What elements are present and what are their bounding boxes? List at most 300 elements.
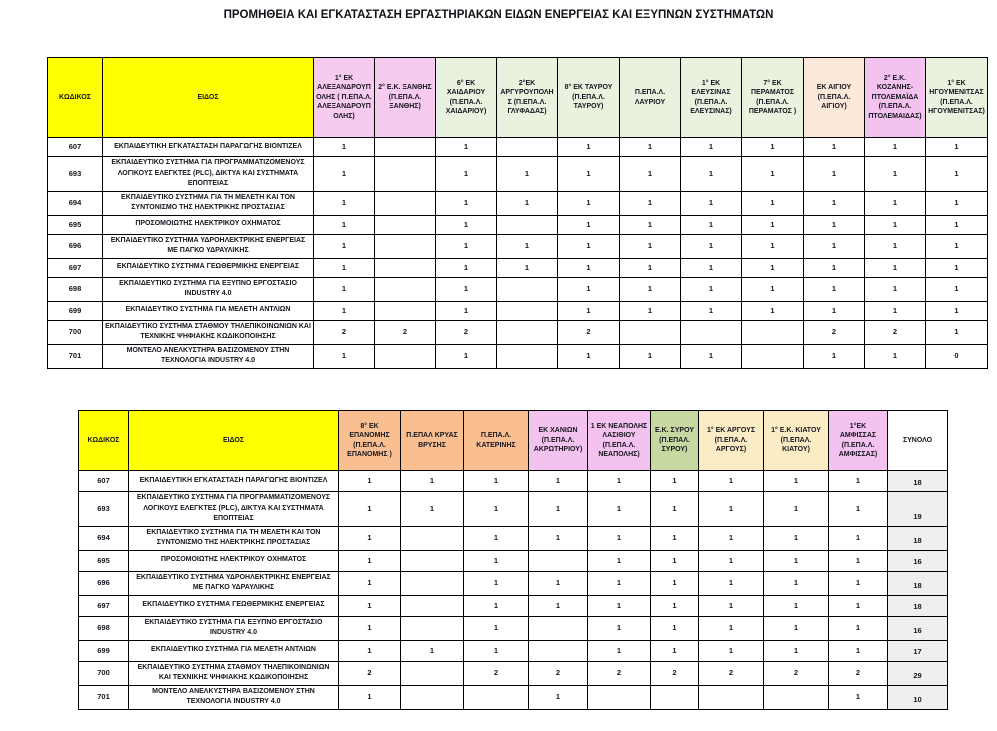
quantity-cell: 1 (699, 616, 764, 640)
quantity-cell (375, 234, 436, 258)
quantity-cell: 1 (764, 492, 829, 527)
quantity-cell: 0 (926, 344, 988, 368)
quantity-cell (764, 685, 829, 709)
quantity-cell: 1 (620, 191, 681, 215)
quantity-cell: 1 (620, 258, 681, 277)
header-row (48, 58, 988, 138)
item-row (48, 344, 988, 368)
quantity-cell: 1 (529, 685, 588, 709)
item-code-cell: 693 (79, 492, 129, 527)
quantity-cell: 1 (926, 277, 988, 301)
quantity-cell: 1 (588, 526, 651, 550)
item-code-cell: 694 (79, 526, 129, 550)
quantity-cell: 1 (529, 471, 588, 492)
header-row (79, 411, 948, 471)
item-name-cell: ΕΚΠΑΙΔΕΥΤΙΚΟ ΣΥΣΤΗΜΑ ΓΙΑ ΠΡΟΓΡΑΜΜΑΤΙΖΟΜΕΝΟΥΣ ΛΟΓΙΚΟΥΣ ΕΛΕΓΚΤΕΣ (PLC), ΔΙΚΤΥΑ ΚΑΙ ΣΥΣΤΗΜΑΤΑ ΕΠΟΠΤΕΙΑΣ (129, 492, 339, 527)
quantity-cell: 1 (804, 215, 865, 234)
item-name-cell: ΕΚΠΑΙΔΕΥΤΙΚΟ ΣΥΣΤΗΜΑ ΓΕΩΘΕΡΜΙΚΗΣ ΕΝΕΡΓΕΙΑΣ (129, 595, 339, 616)
quantity-cell: 1 (464, 550, 529, 571)
item-name-cell: ΕΚΠΑΙΔΕΥΤΙΚΗ ΕΓΚΑΤΑΣΤΑΣΗ ΠΑΡΑΓΩΓΗΣ ΒΙΟΝΤΙΖΕΛ (103, 138, 314, 157)
quantity-cell: 1 (464, 616, 529, 640)
quantity-cell: 1 (401, 492, 464, 527)
school-header-cell: 1° ΕΚ ΗΓΟΥΜΕΝΙΤΣΑΣ (Π.ΕΠΑ.Λ. ΗΓΟΥΜΕΝΙΤΣΑΣ) (926, 58, 988, 138)
row-total-cell: 18 (888, 526, 948, 550)
school-header-cell: Π.ΕΠΑΛ ΚΡΥΑΣ ΒΡΥΣΗΣ (401, 411, 464, 471)
item-code-cell: 700 (48, 320, 103, 344)
item-code-cell: 607 (79, 471, 129, 492)
quantity-cell: 1 (742, 138, 804, 157)
quantity-cell (742, 320, 804, 344)
quantity-cell: 1 (742, 301, 804, 320)
quantity-cell: 1 (865, 258, 926, 277)
quantity-cell: 1 (339, 571, 401, 595)
quantity-cell: 1 (926, 191, 988, 215)
quantity-cell (375, 344, 436, 368)
quantity-cell: 1 (829, 471, 888, 492)
row-total-cell: 16 (888, 616, 948, 640)
quantity-cell: 1 (314, 215, 375, 234)
quantity-cell: 2 (804, 320, 865, 344)
quantity-cell: 1 (742, 234, 804, 258)
school-header-cell: 1° ΕΚ ΕΛΕΥΣΙΝΑΣ (Π.ΕΠΑ.Λ. ΕΛΕΥΣΙΝΑΣ) (681, 58, 742, 138)
quantity-cell: 1 (558, 234, 620, 258)
school-header-cell: 2° Ε.Κ. ΚΟΖΑΝΗΣ-ΠΤΟΛΕΜΑΪΔΑ (Π.ΕΠΑ.Λ. ΠΤΟΛΕΜΑΙΔΑΣ) (865, 58, 926, 138)
quantity-cell (497, 138, 558, 157)
quantity-cell (588, 685, 651, 709)
item-name-cell: ΜΟΝΤΕΛΟ ΑΝΕΛΚΥΣΤΗΡΑ ΒΑΣΙΖΟΜΕΝΟΥ ΣΤΗΝ ΤΕΧΝΟΛΟΓΙΑ INDUSTRY 4.0 (103, 344, 314, 368)
school-header-cell: 8° ΕΚ ΕΠΑΝΟΜΗΣ (Π.ΕΠΑ.Λ. ΕΠΑΝΟΜΗΣ ) (339, 411, 401, 471)
item-name-cell: ΕΚΠΑΙΔΕΥΤΙΚΟ ΣΥΣΤΗΜΑ ΓΙΑ ΜΕΛΕΤΗ ΑΝΤΛΙΩΝ (129, 640, 339, 661)
quantity-cell: 1 (865, 191, 926, 215)
quantity-cell: 1 (764, 616, 829, 640)
quantity-cell: 1 (681, 234, 742, 258)
quantity-cell: 1 (529, 571, 588, 595)
item-row (79, 471, 948, 492)
quantity-cell: 1 (865, 157, 926, 192)
quantity-cell: 1 (529, 526, 588, 550)
item-name-cell: ΠΡΟΣΟΜΟΙΩΤΗΣ ΗΛΕΚΤΡΙΚΟΥ ΟΧΗΜΑΤΟΣ (129, 550, 339, 571)
item-name-cell: ΕΚΠΑΙΔΕΥΤΙΚΟ ΣΥΣΤΗΜΑ ΓΙΑ ΕΞΥΠΝΟ ΕΡΓΟΣΤΑΣΙΟ INDUSTRY 4.0 (103, 277, 314, 301)
item-code-cell: 701 (48, 344, 103, 368)
item-name-cell: ΕΚΠΑΙΔΕΥΤΙΚΟ ΣΥΣΤΗΜΑ ΓΙΑ ΤΗ ΜΕΛΕΤΗ ΚΑΙ ΤΟΝ ΣΥΝΤΟΝΙΣΜΟ ΤΗΣ ΗΛΕΚΤΡΙΚΗΣ ΠΡΟΣΤΑΣΙΑΣ (103, 191, 314, 215)
quantity-cell (742, 344, 804, 368)
quantity-cell (401, 595, 464, 616)
quantity-cell (375, 138, 436, 157)
quantity-cell: 1 (699, 550, 764, 571)
quantity-cell (529, 616, 588, 640)
quantity-cell: 1 (829, 526, 888, 550)
quantity-cell (401, 550, 464, 571)
item-code-cell: 695 (48, 215, 103, 234)
quantity-cell: 1 (681, 138, 742, 157)
quantity-cell (375, 258, 436, 277)
quantity-cell: 1 (829, 685, 888, 709)
quantity-cell: 1 (464, 595, 529, 616)
quantity-cell: 1 (764, 550, 829, 571)
item-name-cell: ΕΚΠΑΙΔΕΥΤΙΚΟ ΣΥΣΤΗΜΑ ΓΙΑ ΕΞΥΠΝΟ ΕΡΓΟΣΤΑΣΙΟ INDUSTRY 4.0 (129, 616, 339, 640)
item-row (79, 571, 948, 595)
quantity-cell: 2 (651, 661, 699, 685)
quantity-cell: 1 (436, 277, 497, 301)
item-code-cell: 700 (79, 661, 129, 685)
item-name-cell: ΕΚΠΑΙΔΕΥΤΙΚΟ ΣΥΣΤΗΜΑ ΣΤΑΘΜΟΥ ΤΗΛΕΠΙΚΟΙΝΩΝΙΩΝ ΚΑΙ ΤΕΧΝΙΚΗΣ ΨΗΦΙΑΚΗΣ ΚΩΔΙΚΟΠΟΙΗΣΗΣ (129, 661, 339, 685)
quantity-cell: 1 (865, 344, 926, 368)
quantity-cell (497, 320, 558, 344)
quantity-cell: 2 (314, 320, 375, 344)
quantity-cell: 1 (464, 471, 529, 492)
quantity-cell: 1 (339, 471, 401, 492)
quantity-cell (401, 685, 464, 709)
row-total-cell: 18 (888, 571, 948, 595)
quantity-cell: 1 (588, 595, 651, 616)
quantity-cell: 1 (865, 301, 926, 320)
school-header-cell: 2° Ε.Κ. ΞΑΝΘΗΣ (Π.ΕΠΑ.Λ. ΞΑΝΘΗΣ) (375, 58, 436, 138)
quantity-cell: 1 (529, 492, 588, 527)
quantity-cell: 1 (339, 595, 401, 616)
row-total-cell: 29 (888, 661, 948, 685)
quantity-cell: 1 (651, 526, 699, 550)
quantity-cell: 1 (742, 277, 804, 301)
item-header-cell: ΕΙΔΟΣ (103, 58, 314, 138)
quantity-cell: 1 (620, 215, 681, 234)
quantity-cell: 1 (764, 471, 829, 492)
quantity-cell: 1 (314, 301, 375, 320)
quantity-cell: 1 (804, 234, 865, 258)
quantity-cell: 1 (926, 157, 988, 192)
quantity-cell (699, 685, 764, 709)
quantity-cell: 1 (829, 571, 888, 595)
quantity-cell: 1 (681, 344, 742, 368)
quantity-cell: 1 (620, 234, 681, 258)
quantity-cell: 1 (558, 191, 620, 215)
item-code-cell: 696 (48, 234, 103, 258)
quantity-cell: 1 (651, 595, 699, 616)
quantity-cell (401, 526, 464, 550)
row-total-cell: 18 (888, 471, 948, 492)
quantity-cell: 1 (620, 157, 681, 192)
item-row (48, 258, 988, 277)
quantity-cell: 1 (558, 157, 620, 192)
quantity-cell: 1 (865, 277, 926, 301)
quantity-cell: 1 (620, 344, 681, 368)
quantity-cell: 1 (681, 157, 742, 192)
quantity-cell: 1 (829, 492, 888, 527)
quantity-cell (497, 301, 558, 320)
item-code-cell: 701 (79, 685, 129, 709)
quantity-cell: 1 (829, 616, 888, 640)
quantity-cell: 1 (804, 344, 865, 368)
quantity-cell (464, 685, 529, 709)
quantity-cell: 1 (558, 215, 620, 234)
item-row (79, 595, 948, 616)
quantity-cell: 1 (926, 138, 988, 157)
quantity-cell: 1 (620, 138, 681, 157)
item-header-cell: ΕΙΔΟΣ (129, 411, 339, 471)
quantity-cell: 1 (314, 191, 375, 215)
quantity-cell: 1 (620, 277, 681, 301)
quantity-cell: 2 (829, 661, 888, 685)
quantity-cell (401, 616, 464, 640)
quantity-cell: 1 (764, 595, 829, 616)
quantity-cell: 1 (829, 640, 888, 661)
page-title: ΠΡΟΜΗΘΕΙΑ ΚΑΙ ΕΓΚΑΤΑΣΤΑΣΗ ΕΡΓΑΣΤΗΡΙΑΚΩΝ ΕΙΔΩΝ ΕΝΕΡΓΕΙΑΣ ΚΑΙ ΕΞΥΠΝΩΝ ΣΥΣΤΗΜΑΤΩΝ (223, 9, 774, 21)
quantity-cell: 1 (742, 258, 804, 277)
school-header-cell: 1° ΕΚ ΑΡΓΟΥΣ (Π.ΕΠΑ.Λ. ΑΡΓΟΥΣ) (699, 411, 764, 471)
quantity-cell: 1 (588, 492, 651, 527)
school-header-cell: 6° ΕΚ ΧΑΙΔΑΡΙΟΥ (Π.ΕΠΑ.Λ. ΧΑΙΔΑΡΙΟΥ) (436, 58, 497, 138)
item-row (48, 191, 988, 215)
quantity-cell: 2 (339, 661, 401, 685)
item-name-cell: ΕΚΠΑΙΔΕΥΤΙΚΟ ΣΥΣΤΗΜΑ ΥΔΡΟΗΛΕΚΤΡΙΚΗΣ ΕΝΕΡΓΕΙΑΣ ΜΕ ΠΑΓΚΟ ΥΔΡΑΥΛΙΚΗΣ (103, 234, 314, 258)
school-header-cell: Π.ΕΠΑ.Λ. ΚΑΤΕΡΙΝΗΣ (464, 411, 529, 471)
school-header-cell: 2°ΕΚ ΑΡΓΥΡΟΥΠΟΛΗΣ (Π.ΕΠΑ.Λ. ΓΛΥΦΑΔΑΣ) (497, 58, 558, 138)
school-header-cell: Ε.Κ. ΣΥΡΟΥ (Π.ΕΠΑΛ. ΣΥΡΟΥ) (651, 411, 699, 471)
item-row (48, 320, 988, 344)
school-header-cell: Π.ΕΠΑ.Λ. ΛΑΥΡΙΟΥ (620, 58, 681, 138)
item-row (79, 526, 948, 550)
quantity-cell (529, 550, 588, 571)
item-row (48, 277, 988, 301)
quantity-cell: 2 (588, 661, 651, 685)
quantity-cell: 2 (436, 320, 497, 344)
quantity-cell: 1 (339, 616, 401, 640)
quantity-cell: 1 (742, 157, 804, 192)
quantity-cell (681, 320, 742, 344)
row-total-cell: 19 (888, 492, 948, 527)
quantity-cell: 1 (436, 138, 497, 157)
quantity-cell: 1 (436, 157, 497, 192)
quantity-cell: 1 (436, 258, 497, 277)
quantity-cell (529, 640, 588, 661)
quantity-cell: 1 (804, 157, 865, 192)
quantity-cell: 1 (681, 191, 742, 215)
allocation-table-1 (47, 57, 988, 369)
item-row (48, 234, 988, 258)
quantity-cell: 1 (436, 344, 497, 368)
quantity-cell: 1 (865, 234, 926, 258)
quantity-cell: 1 (497, 258, 558, 277)
item-name-cell: ΕΚΠΑΙΔΕΥΤΙΚΟ ΣΥΣΤΗΜΑ ΓΕΩΘΕΡΜΙΚΗΣ ΕΝΕΡΓΕΙΑΣ (103, 258, 314, 277)
item-row (79, 492, 948, 527)
quantity-cell: 1 (436, 234, 497, 258)
quantity-cell: 1 (339, 492, 401, 527)
item-row (48, 215, 988, 234)
quantity-cell: 1 (588, 640, 651, 661)
quantity-cell: 1 (651, 471, 699, 492)
quantity-cell: 1 (681, 258, 742, 277)
quantity-cell: 1 (464, 492, 529, 527)
item-code-cell: 696 (79, 571, 129, 595)
quantity-cell: 1 (497, 234, 558, 258)
quantity-cell: 1 (339, 526, 401, 550)
quantity-cell: 1 (764, 526, 829, 550)
quantity-cell: 1 (742, 191, 804, 215)
quantity-cell: 1 (699, 571, 764, 595)
item-row (48, 157, 988, 192)
quantity-cell: 1 (558, 277, 620, 301)
quantity-cell: 1 (651, 640, 699, 661)
quantity-cell: 1 (926, 301, 988, 320)
item-code-cell: 697 (48, 258, 103, 277)
quantity-cell: 1 (926, 320, 988, 344)
quantity-cell: 1 (588, 550, 651, 571)
quantity-cell (375, 191, 436, 215)
quantity-cell (375, 157, 436, 192)
item-row (79, 550, 948, 571)
school-header-cell: 7° ΕΚ ΠΕΡΑΜΑΤΟΣ (Π.ΕΠΑ.Λ. ΠΕΡΑΜΑΤΟΣ ) (742, 58, 804, 138)
quantity-cell: 2 (375, 320, 436, 344)
item-row (79, 640, 948, 661)
row-total-cell: 18 (888, 595, 948, 616)
quantity-cell: 1 (401, 471, 464, 492)
quantity-cell: 1 (804, 301, 865, 320)
item-row (48, 301, 988, 320)
quantity-cell: 1 (620, 301, 681, 320)
quantity-cell: 1 (436, 215, 497, 234)
total-header-cell: ΣΥΝΟΛΟ (888, 411, 948, 471)
quantity-cell: 2 (764, 661, 829, 685)
quantity-cell (401, 571, 464, 595)
quantity-cell: 1 (926, 258, 988, 277)
quantity-cell: 1 (699, 595, 764, 616)
item-code-cell: 698 (79, 616, 129, 640)
quantity-cell: 1 (681, 215, 742, 234)
school-header-cell: 1°ΕΚ ΑΜΦΙΣΣΑΣ (Π.ΕΠΑ.Λ. ΑΜΦΙΣΣΑΣ) (829, 411, 888, 471)
quantity-cell: 2 (529, 661, 588, 685)
quantity-cell (651, 685, 699, 709)
quantity-cell: 1 (339, 640, 401, 661)
quantity-cell: 1 (865, 215, 926, 234)
row-total-cell: 16 (888, 550, 948, 571)
quantity-cell: 2 (865, 320, 926, 344)
item-code-cell: 697 (79, 595, 129, 616)
row-total-cell: 10 (888, 685, 948, 709)
school-header-cell: ΕΚ ΧΑΝΙΩΝ (Π.ΕΠΑ.Λ. ΑΚΡΩΤΗΡΙΟΥ) (529, 411, 588, 471)
school-header-cell: 1° Ε.Κ. ΚΙΑΤΟΥ (Π.ΕΠΑΛ. ΚΙΑΤΟΥ) (764, 411, 829, 471)
quantity-cell: 1 (436, 301, 497, 320)
quantity-cell (497, 215, 558, 234)
quantity-cell: 1 (314, 344, 375, 368)
quantity-cell: 1 (314, 277, 375, 301)
item-row (79, 685, 948, 709)
quantity-cell: 1 (804, 138, 865, 157)
quantity-cell (401, 661, 464, 685)
quantity-cell: 1 (558, 344, 620, 368)
quantity-cell: 2 (699, 661, 764, 685)
quantity-cell: 1 (651, 492, 699, 527)
quantity-cell: 1 (558, 138, 620, 157)
quantity-cell (620, 320, 681, 344)
quantity-cell (497, 344, 558, 368)
quantity-cell: 1 (314, 258, 375, 277)
quantity-cell: 1 (804, 258, 865, 277)
quantity-cell: 1 (497, 191, 558, 215)
quantity-cell: 1 (651, 616, 699, 640)
quantity-cell: 2 (464, 661, 529, 685)
quantity-cell: 1 (699, 492, 764, 527)
row-total-cell: 17 (888, 640, 948, 661)
quantity-cell (497, 277, 558, 301)
item-name-cell: ΜΟΝΤΕΛΟ ΑΝΕΛΚΥΣΤΗΡΑ ΒΑΣΙΖΟΜΕΝΟΥ ΣΤΗΝ ΤΕΧΝΟΛΟΓΙΑ INDUSTRY 4.0 (129, 685, 339, 709)
quantity-cell: 1 (651, 571, 699, 595)
quantity-cell: 1 (742, 215, 804, 234)
item-name-cell: ΕΚΠΑΙΔΕΥΤΙΚΟ ΣΥΣΤΗΜΑ ΣΤΑΘΜΟΥ ΤΗΛΕΠΙΚΟΙΝΩΝΙΩΝ ΚΑΙ ΤΕΧΝΙΚΗΣ ΨΗΦΙΑΚΗΣ ΚΩΔΙΚΟΠΟΙΗΣΗΣ (103, 320, 314, 344)
allocation-table-2 (78, 410, 948, 710)
quantity-cell (375, 215, 436, 234)
quantity-cell: 1 (529, 595, 588, 616)
school-header-cell: 1° ΕΚ ΑΛΕΞΑΝΔΡΟΥΠΟΛΗΣ ( Π.ΕΠΑ.Λ. ΑΛΕΞΑΝΔΡΟΥΠΟΛΗΣ) (314, 58, 375, 138)
quantity-cell: 1 (804, 277, 865, 301)
quantity-cell: 1 (804, 191, 865, 215)
quantity-cell: 1 (588, 616, 651, 640)
item-row (79, 661, 948, 685)
quantity-cell: 1 (764, 571, 829, 595)
quantity-cell: 1 (699, 640, 764, 661)
item-code-cell: 699 (48, 301, 103, 320)
quantity-cell: 1 (699, 526, 764, 550)
quantity-cell: 1 (339, 550, 401, 571)
quantity-cell: 1 (497, 157, 558, 192)
item-row (48, 138, 988, 157)
quantity-cell: 1 (464, 571, 529, 595)
item-name-cell: ΕΚΠΑΙΔΕΥΤΙΚΟ ΣΥΣΤΗΜΑ ΥΔΡΟΗΛΕΚΤΡΙΚΗΣ ΕΝΕΡΓΕΙΑΣ ΜΕ ΠΑΓΚΟ ΥΔΡΑΥΛΙΚΗΣ (129, 571, 339, 595)
quantity-cell: 1 (829, 550, 888, 571)
item-row (79, 616, 948, 640)
quantity-cell: 2 (558, 320, 620, 344)
item-name-cell: ΕΚΠΑΙΔΕΥΤΙΚΗ ΕΓΚΑΤΑΣΤΑΣΗ ΠΑΡΑΓΩΓΗΣ ΒΙΟΝΤΙΖΕΛ (129, 471, 339, 492)
quantity-cell: 1 (764, 640, 829, 661)
school-header-cell: 1 ΕΚ ΝΕΑΠΟΛΗΣ ΛΑΣΙΘΙΟΥ (Π.ΕΠΑ.Λ. ΝΕΑΠΟΛΗΣ) (588, 411, 651, 471)
school-header-cell: 8° ΕΚ ΤΑΥΡΟΥ (Π.ΕΠΑ.Λ. ΤΑΥΡΟΥ) (558, 58, 620, 138)
item-code-cell: 698 (48, 277, 103, 301)
quantity-cell: 1 (699, 471, 764, 492)
item-code-cell: 607 (48, 138, 103, 157)
quantity-cell (375, 301, 436, 320)
item-code-cell: 695 (79, 550, 129, 571)
quantity-cell: 1 (464, 526, 529, 550)
quantity-cell (375, 277, 436, 301)
quantity-cell: 1 (588, 471, 651, 492)
code-header-cell: ΚΩΔΙΚΟΣ (48, 58, 103, 138)
item-code-cell: 693 (48, 157, 103, 192)
item-code-cell: 694 (48, 191, 103, 215)
item-name-cell: ΕΚΠΑΙΔΕΥΤΙΚΟ ΣΥΣΤΗΜΑ ΓΙΑ ΜΕΛΕΤΗ ΑΝΤΛΙΩΝ (103, 301, 314, 320)
item-name-cell: ΕΚΠΑΙΔΕΥΤΙΚΟ ΣΥΣΤΗΜΑ ΓΙΑ ΠΡΟΓΡΑΜΜΑΤΙΖΟΜΕΝΟΥΣ ΛΟΓΙΚΟΥΣ ΕΛΕΓΚΤΕΣ (PLC), ΔΙΚΤΥΑ ΚΑΙ ΣΥΣΤΗΜΑΤΑ ΕΠΟΠΤΕΙΑΣ (103, 157, 314, 192)
quantity-cell: 1 (651, 550, 699, 571)
quantity-cell: 1 (339, 685, 401, 709)
quantity-cell: 1 (588, 571, 651, 595)
quantity-cell: 1 (829, 595, 888, 616)
quantity-cell: 1 (926, 215, 988, 234)
quantity-cell: 1 (865, 138, 926, 157)
quantity-cell: 1 (681, 301, 742, 320)
quantity-cell: 1 (558, 258, 620, 277)
quantity-cell: 1 (401, 640, 464, 661)
quantity-cell: 1 (436, 191, 497, 215)
quantity-cell: 1 (558, 301, 620, 320)
school-header-cell: ΕΚ ΑΙΓΙΟΥ (Π.ΕΠΑ.Λ. ΑΙΓΙΟΥ) (804, 58, 865, 138)
code-header-cell: ΚΩΔΙΚΟΣ (79, 411, 129, 471)
item-code-cell: 699 (79, 640, 129, 661)
quantity-cell: 1 (314, 138, 375, 157)
quantity-cell: 1 (681, 277, 742, 301)
quantity-cell: 1 (314, 234, 375, 258)
item-name-cell: ΕΚΠΑΙΔΕΥΤΙΚΟ ΣΥΣΤΗΜΑ ΓΙΑ ΤΗ ΜΕΛΕΤΗ ΚΑΙ ΤΟΝ ΣΥΝΤΟΝΙΣΜΟ ΤΗΣ ΗΛΕΚΤΡΙΚΗΣ ΠΡΟΣΤΑΣΙΑΣ (129, 526, 339, 550)
quantity-cell: 1 (464, 640, 529, 661)
quantity-cell: 1 (314, 157, 375, 192)
item-name-cell: ΠΡΟΣΟΜΟΙΩΤΗΣ ΗΛΕΚΤΡΙΚΟΥ ΟΧΗΜΑΤΟΣ (103, 215, 314, 234)
quantity-cell: 1 (926, 234, 988, 258)
